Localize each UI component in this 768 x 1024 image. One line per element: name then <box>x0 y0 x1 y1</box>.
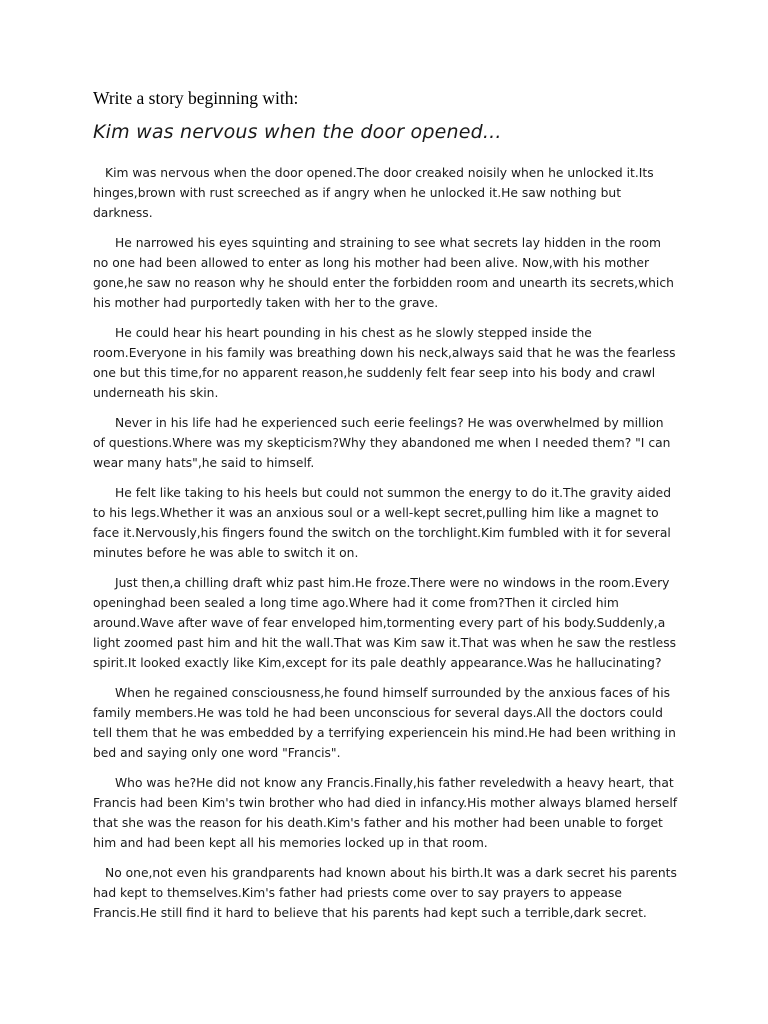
paragraph-8: Who was he?He did not know any Francis.Finally,his father reveledwith a heavy heart, that Francis had been Kim's twin brother who had died in infancy.His mother always blamed herself that she was the reason for his death.Kim's father and his mother had been unable to forget him and had been kept all his memories locked up in that room. <box>93 776 678 850</box>
story-body <box>93 163 678 933</box>
paragraph-2: He narrowed his eyes squinting and straining to see what secrets lay hidden in the room no one had been allowed to enter as long his mother had been alive. Now,with his mother gone,he saw no reason why he should enter the forbidden room and unearth its secrets,which his mother had purportedly taken with her to the grave. <box>93 236 674 310</box>
paragraph-6: Just then,a chilling draft whiz past him.He froze.There were no windows in the room.Every openinghad been sealed a long time ago.Where had it come from?Then it circled him around.Wave after wave of fear enveloped him,tormenting every part of his body.Suddenly,a light zoomed past him and hit the wall.That was Kim saw it.That was when he saw the restless spirit.It looked exactly like Kim,except for its pale deathly appearance.Was he hallucinating? <box>93 576 677 670</box>
paragraph-3: He could hear his heart pounding in his chest as he slowly stepped inside the room.Everyone in his family was breathing down his neck,always said that he was the fearless one but this time,for no apparent reason,he suddenly felt fear seep into his body and crawl underneath his skin. <box>93 326 676 400</box>
paragraph-4: Never in his life had he experienced such eerie feelings? He was overwhelmed by million of questions.Where was my skepticism?Why they abandoned me when I needed them? "I can wear many hats",he said to himself. <box>93 416 671 470</box>
paragraph-7: When he regained consciousness,he found himself surrounded by the anxious faces of his family members.He was told he had been unconscious for several days.All the doctors could tell them that he was embedded by a terrifying experiencein his mind.He had been writhing in bed and saying only one word "Francis". <box>93 686 676 760</box>
paragraph-9: No one,not even his grandparents had known about his birth.It was a dark secret his parents had kept to themselves.Kim's father had priests come over to say prayers to appease Francis.He still find it hard to believe that his parents had kept such a terrible,dark secret. <box>93 866 677 920</box>
story-title: Kim was nervous when the door opened... <box>93 121 502 143</box>
paragraph-1: Kim was nervous when the door opened.The door creaked noisily when he unlocked it.Its hinges,brown with rust screeched as if angry when he unlocked it.He saw nothing but darkness. <box>93 166 654 220</box>
prompt-heading: Write a story beginning with: <box>93 88 299 108</box>
paragraph-5: He felt like taking to his heels but could not summon the energy to do it.The gravity aided to his legs.Whether it was an anxious soul or a well-kept secret,pulling him like a magnet to face it.Nervously,his fingers found the switch on the torchlight.Kim fumbled with it for several minutes before he was able to switch it on. <box>93 486 672 560</box>
